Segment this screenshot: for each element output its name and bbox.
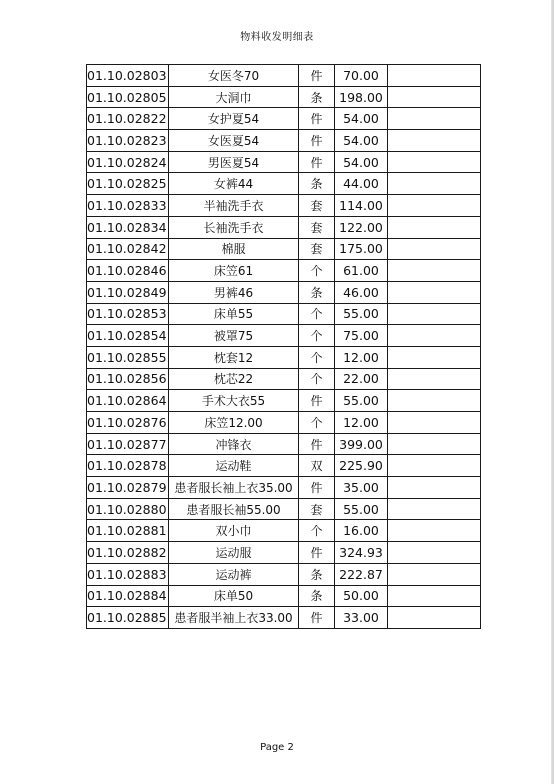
item-price-cell: 399.00 [335,433,388,455]
item-name-cell: 运动裤 [169,563,299,585]
item-code-cell: 01.10.02855 [87,346,169,368]
item-code-cell: 01.10.02824 [87,151,169,173]
materials-table [86,64,481,629]
empty-cell [388,346,481,368]
empty-cell [388,390,481,412]
item-price-cell: 55.00 [335,390,388,412]
item-unit-cell: 条 [299,563,335,585]
item-code-cell: 01.10.02878 [87,455,169,477]
item-name-cell: 大洞巾 [169,86,299,108]
item-name-cell: 长袖洗手衣 [169,216,299,238]
table-row [87,433,481,455]
item-name-cell: 运动鞋 [169,455,299,477]
empty-cell [388,585,481,607]
empty-cell [388,477,481,499]
item-code-cell: 01.10.02885 [87,607,169,629]
item-name-cell: 床单55 [169,303,299,325]
item-code-cell: 01.10.02853 [87,303,169,325]
page-title: 物料收发明细表 [240,32,314,43]
empty-cell [388,216,481,238]
item-price-cell: 70.00 [335,65,388,87]
table-row [87,325,481,347]
item-name-cell: 棉服 [169,238,299,260]
empty-cell [388,195,481,217]
item-price-cell: 225.90 [335,455,388,477]
table-row [87,281,481,303]
empty-cell [388,281,481,303]
table-row [87,173,481,195]
item-name-cell: 男医夏54 [169,151,299,173]
item-price-cell: 35.00 [335,477,388,499]
item-price-cell: 55.00 [335,303,388,325]
item-unit-cell: 套 [299,216,335,238]
empty-cell [388,607,481,629]
empty-cell [388,108,481,130]
item-name-cell: 男裤46 [169,281,299,303]
item-code-cell: 01.10.02882 [87,542,169,564]
item-unit-cell: 条 [299,173,335,195]
table-row [87,520,481,542]
item-price-cell: 114.00 [335,195,388,217]
item-name-cell: 患者服长袖55.00 [169,498,299,520]
item-code-cell: 01.10.02854 [87,325,169,347]
item-name-cell: 女医夏54 [169,130,299,152]
item-name-cell: 手术大衣55 [169,390,299,412]
item-price-cell: 46.00 [335,281,388,303]
item-unit-cell: 件 [299,607,335,629]
item-unit-cell: 个 [299,303,335,325]
empty-cell [388,151,481,173]
table-row [87,151,481,173]
table-body [87,65,481,629]
item-price-cell: 222.87 [335,563,388,585]
empty-cell [388,86,481,108]
table-row [87,368,481,390]
item-name-cell: 患者服半袖上衣33.00 [169,607,299,629]
table-row [87,390,481,412]
item-price-cell: 12.00 [335,346,388,368]
item-unit-cell: 件 [299,65,335,87]
empty-cell [388,368,481,390]
table-row [87,65,481,87]
item-code-cell: 01.10.02803 [87,65,169,87]
empty-cell [388,520,481,542]
item-unit-cell: 件 [299,390,335,412]
table-row [87,195,481,217]
item-unit-cell: 件 [299,130,335,152]
item-unit-cell: 个 [299,325,335,347]
item-price-cell: 75.00 [335,325,388,347]
item-code-cell: 01.10.02846 [87,260,169,282]
item-name-cell: 床笠12.00 [169,412,299,434]
table-row [87,260,481,282]
item-unit-cell: 条 [299,281,335,303]
item-code-cell: 01.10.02833 [87,195,169,217]
empty-cell [388,130,481,152]
item-code-cell: 01.10.02842 [87,238,169,260]
table-row [87,498,481,520]
item-unit-cell: 个 [299,368,335,390]
item-price-cell: 122.00 [335,216,388,238]
item-code-cell: 01.10.02881 [87,520,169,542]
item-price-cell: 324.93 [335,542,388,564]
item-price-cell: 12.00 [335,412,388,434]
empty-cell [388,303,481,325]
empty-cell [388,173,481,195]
item-name-cell: 女护夏54 [169,108,299,130]
item-name-cell: 双小巾 [169,520,299,542]
item-unit-cell: 个 [299,412,335,434]
table-row [87,346,481,368]
item-code-cell: 01.10.02883 [87,563,169,585]
table-row [87,455,481,477]
item-price-cell: 61.00 [335,260,388,282]
item-price-cell: 54.00 [335,151,388,173]
item-price-cell: 198.00 [335,86,388,108]
item-code-cell: 01.10.02864 [87,390,169,412]
empty-cell [388,433,481,455]
item-unit-cell: 件 [299,108,335,130]
empty-cell [388,542,481,564]
empty-cell [388,563,481,585]
item-price-cell: 22.00 [335,368,388,390]
item-code-cell: 01.10.02856 [87,368,169,390]
table-row [87,607,481,629]
table-row [87,86,481,108]
empty-cell [388,260,481,282]
item-unit-cell: 个 [299,520,335,542]
item-price-cell: 55.00 [335,498,388,520]
item-code-cell: 01.10.02823 [87,130,169,152]
item-code-cell: 01.10.02825 [87,173,169,195]
item-name-cell: 床单50 [169,585,299,607]
item-unit-cell: 个 [299,346,335,368]
item-price-cell: 44.00 [335,173,388,195]
item-code-cell: 01.10.02879 [87,477,169,499]
item-unit-cell: 件 [299,542,335,564]
item-price-cell: 33.00 [335,607,388,629]
table-row [87,238,481,260]
item-name-cell: 枕套12 [169,346,299,368]
item-unit-cell: 双 [299,455,335,477]
empty-cell [388,412,481,434]
item-unit-cell: 件 [299,151,335,173]
table-row [87,216,481,238]
item-name-cell: 枕芯22 [169,368,299,390]
item-name-cell: 被罩75 [169,325,299,347]
item-price-cell: 54.00 [335,108,388,130]
item-price-cell: 175.00 [335,238,388,260]
table-row [87,412,481,434]
item-unit-cell: 条 [299,86,335,108]
item-name-cell: 冲锋衣 [169,433,299,455]
empty-cell [388,238,481,260]
item-price-cell: 16.00 [335,520,388,542]
table-row [87,130,481,152]
item-name-cell: 女裤44 [169,173,299,195]
empty-cell [388,498,481,520]
item-name-cell: 床笠61 [169,260,299,282]
empty-cell [388,455,481,477]
item-unit-cell: 套 [299,195,335,217]
item-unit-cell: 套 [299,238,335,260]
item-code-cell: 01.10.02877 [87,433,169,455]
page-number: Page 2 [260,742,294,753]
item-unit-cell: 件 [299,477,335,499]
item-code-cell: 01.10.02876 [87,412,169,434]
item-code-cell: 01.10.02884 [87,585,169,607]
item-name-cell: 患者服长袖上衣35.00 [169,477,299,499]
item-price-cell: 54.00 [335,130,388,152]
table-row [87,585,481,607]
table-row [87,477,481,499]
item-code-cell: 01.10.02880 [87,498,169,520]
item-code-cell: 01.10.02805 [87,86,169,108]
item-code-cell: 01.10.02822 [87,108,169,130]
item-unit-cell: 件 [299,433,335,455]
table-row [87,563,481,585]
item-code-cell: 01.10.02849 [87,281,169,303]
item-name-cell: 女医冬70 [169,65,299,87]
item-name-cell: 半袖洗手衣 [169,195,299,217]
table-row [87,303,481,325]
item-unit-cell: 套 [299,498,335,520]
table-row [87,542,481,564]
item-unit-cell: 条 [299,585,335,607]
item-code-cell: 01.10.02834 [87,216,169,238]
table-row [87,108,481,130]
empty-cell [388,65,481,87]
item-unit-cell: 个 [299,260,335,282]
item-name-cell: 运动服 [169,542,299,564]
empty-cell [388,325,481,347]
item-price-cell: 50.00 [335,585,388,607]
